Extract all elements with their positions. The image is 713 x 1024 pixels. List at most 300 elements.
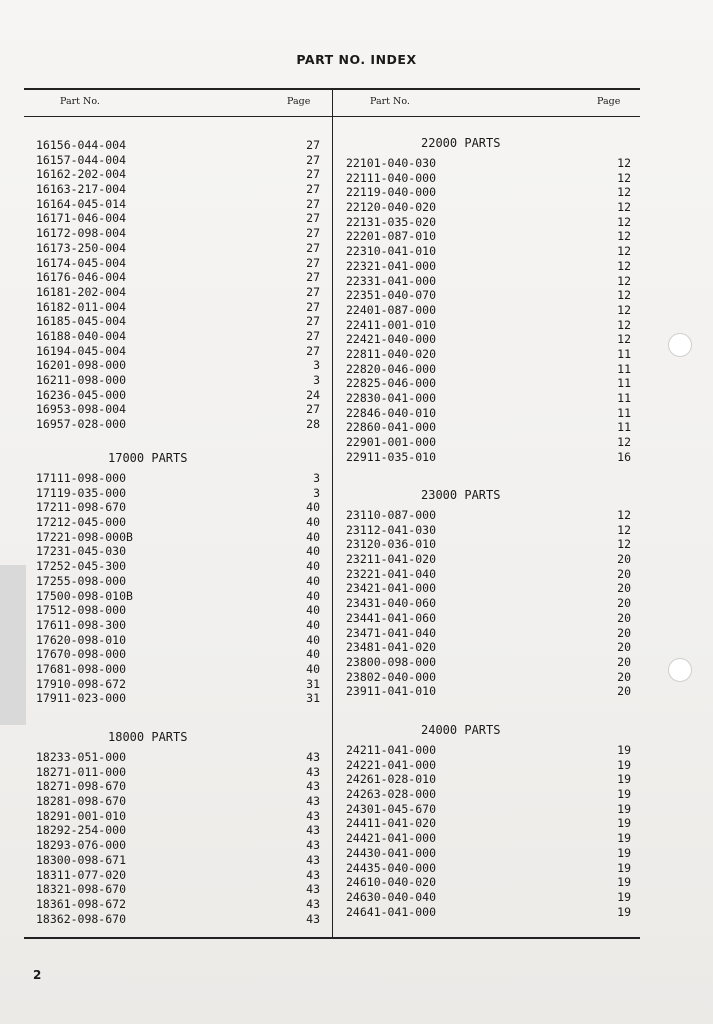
page-ref: 31 [306, 676, 320, 691]
list-item [346, 596, 631, 611]
list-item [36, 574, 320, 589]
list-item [346, 347, 631, 362]
page-ref: 20 [617, 581, 631, 596]
list-item [36, 153, 320, 168]
list-item [346, 288, 631, 303]
list-item [346, 303, 631, 318]
part-number: 22401-087-000 [346, 302, 437, 317]
page-ref: 12 [617, 302, 631, 317]
part-number: 17611-098-300 [36, 617, 127, 632]
page-ref: 40 [306, 632, 320, 647]
part-number: 22860-041-000 [346, 420, 437, 435]
list-item [346, 890, 631, 905]
part-number: 16188-040-004 [36, 328, 127, 343]
part-number: 22411-001-010 [346, 317, 437, 332]
page-ref: 27 [306, 196, 320, 211]
page-ref: 19 [617, 831, 631, 846]
list-item [36, 779, 320, 794]
list-item [346, 376, 631, 391]
page-ref: 12 [617, 244, 631, 259]
list-item [346, 537, 631, 552]
page-ref: 43 [306, 823, 320, 838]
page-ref: 20 [617, 669, 631, 684]
part-number: 22846-040-010 [346, 405, 437, 420]
part-number: 17221-098-000B [36, 529, 133, 544]
page-ref: 19 [617, 772, 631, 787]
page-ref: 3 [313, 358, 320, 373]
page-ref: 27 [306, 138, 320, 152]
page-title: PART NO. INDEX [296, 52, 417, 67]
page-ref: 43 [306, 882, 320, 897]
page-ref: 31 [306, 691, 320, 706]
list-24000 [346, 743, 631, 919]
page-ref: 40 [306, 661, 320, 676]
part-number: 23120-036-010 [346, 537, 437, 552]
part-number: 24221-041-000 [346, 757, 437, 772]
part-number: 22310-041-010 [346, 244, 437, 259]
part-number: 18362-098-670 [36, 911, 127, 926]
part-number: 16953-098-004 [36, 402, 127, 417]
footer-rule [24, 937, 640, 939]
part-number: 16185-045-004 [36, 314, 127, 329]
list-item [346, 831, 631, 846]
list-item [346, 332, 631, 347]
page-ref: 19 [617, 816, 631, 831]
list-item [36, 373, 320, 388]
part-number: 16211-098-000 [36, 373, 127, 387]
page-ref: 40 [306, 603, 320, 618]
part-number: 23441-041-060 [346, 610, 437, 625]
part-number: 24261-028-010 [346, 772, 437, 787]
list-18000 [36, 750, 320, 926]
list-item [346, 684, 631, 699]
part-number: 22820-046-000 [346, 361, 437, 376]
page-ref: 3 [313, 373, 320, 387]
page-ref: 16 [617, 449, 631, 464]
list-item [36, 823, 320, 838]
page-ref: 27 [306, 284, 320, 299]
part-number: 23471-041-040 [346, 625, 437, 640]
part-number: 16194-045-004 [36, 343, 127, 358]
page-ref: 12 [617, 214, 631, 229]
list-22000 [346, 156, 631, 464]
part-number: 16164-045-014 [36, 196, 127, 211]
part-number: 23802-040-000 [346, 669, 437, 684]
part-number: 17681-098-000 [36, 661, 127, 676]
list-17000 [36, 471, 320, 706]
page-ref: 19 [617, 845, 631, 860]
page-number: 2 [33, 968, 42, 982]
list-item [36, 633, 320, 648]
page-ref: 11 [617, 420, 631, 435]
list-item [36, 358, 320, 373]
part-number: 22911-035-010 [346, 449, 437, 464]
page-ref: 12 [617, 170, 631, 185]
page-ref: 27 [306, 402, 320, 417]
section-title-23000: 23000 PARTS [421, 488, 501, 502]
part-number: 16171-046-004 [36, 211, 127, 226]
list-item [36, 530, 320, 545]
page-ref: 20 [617, 654, 631, 669]
page-ref: 11 [617, 391, 631, 405]
list-item [346, 229, 631, 244]
page-ref: 20 [617, 640, 631, 655]
part-number: 17212-045-000 [36, 515, 127, 530]
list-item [346, 905, 631, 920]
page-ref: 12 [617, 229, 631, 244]
list-item [36, 544, 320, 559]
list-item [346, 391, 631, 406]
part-number: 16182-011-004 [36, 299, 127, 314]
list-item [36, 329, 320, 344]
list-item [346, 362, 631, 377]
part-number: 22825-046-000 [346, 376, 437, 391]
part-number: 22901-001-000 [346, 435, 437, 450]
list-item [36, 882, 320, 897]
page-ref: 27 [306, 182, 320, 197]
list-item [36, 182, 320, 197]
page-ref: 20 [617, 596, 631, 611]
list-item [346, 244, 631, 259]
list-item [346, 508, 631, 523]
page-ref: 11 [617, 346, 631, 361]
part-number: 17255-098-000 [36, 573, 127, 588]
header-right-page: Page [597, 96, 621, 107]
page-ref: 43 [306, 779, 320, 794]
list-item [36, 750, 320, 765]
list-item [346, 259, 631, 274]
list-item [346, 787, 631, 802]
part-number: 23211-041-020 [346, 552, 437, 567]
part-number: 24421-041-000 [346, 831, 437, 846]
part-number: 24263-028-000 [346, 787, 437, 802]
part-number: 23481-041-020 [346, 640, 437, 655]
page-ref: 40 [306, 573, 320, 588]
list-item [346, 318, 631, 333]
part-number: 22811-040-020 [346, 346, 437, 361]
binder-hole-top [668, 333, 692, 357]
part-number: 24430-041-000 [346, 845, 437, 860]
part-number: 23800-098-000 [346, 654, 437, 669]
part-number: 22201-087-010 [346, 229, 437, 244]
part-number: 17670-098-000 [36, 647, 127, 662]
part-number: 22421-040-000 [346, 332, 437, 347]
list-item [346, 772, 631, 787]
page-ref: 27 [306, 299, 320, 314]
part-number: 17231-045-030 [36, 544, 127, 559]
part-number: 16236-045-000 [36, 387, 127, 402]
list-item [346, 420, 631, 435]
part-number: 18321-098-670 [36, 882, 127, 897]
list-item [36, 515, 320, 530]
part-number: 16156-044-004 [36, 138, 127, 152]
column-divider [332, 88, 333, 938]
section-title-17000: 17000 PARTS [108, 451, 188, 465]
page-ref: 43 [306, 764, 320, 779]
list-item [346, 171, 631, 186]
page-ref: 20 [617, 610, 631, 625]
list-item [36, 647, 320, 662]
list-item [346, 567, 631, 582]
part-number: 23911-041-010 [346, 684, 437, 699]
page-ref: 43 [306, 838, 320, 853]
part-number: 22119-040-000 [346, 185, 437, 200]
list-item [36, 912, 320, 927]
list-item [346, 626, 631, 641]
list-item [346, 611, 631, 626]
part-number: 17512-098-000 [36, 603, 127, 618]
page-ref: 12 [617, 508, 631, 522]
list-item [36, 300, 320, 315]
list-item [346, 523, 631, 538]
page-ref: 3 [313, 485, 320, 500]
list-item [346, 816, 631, 831]
list-item [346, 274, 631, 289]
part-number: 16201-098-000 [36, 358, 127, 373]
part-number: 16163-217-004 [36, 182, 127, 197]
list-item [346, 552, 631, 567]
page-ref: 43 [306, 794, 320, 809]
page-ref: 40 [306, 544, 320, 559]
page-ref: 40 [306, 500, 320, 515]
page-ref: 27 [306, 314, 320, 329]
page-ref: 40 [306, 617, 320, 632]
part-number: 23421-041-000 [346, 581, 437, 596]
list-item [346, 185, 631, 200]
list-item [36, 809, 320, 824]
list-item [36, 402, 320, 417]
list-item [36, 868, 320, 883]
list-item [36, 677, 320, 692]
list-item [36, 838, 320, 853]
page-ref: 27 [306, 270, 320, 285]
list-item [346, 655, 631, 670]
part-number: 24630-040-040 [346, 889, 437, 904]
list-item [36, 241, 320, 256]
list-item [36, 388, 320, 403]
page-ref: 12 [617, 522, 631, 537]
page-ref: 19 [617, 743, 631, 757]
part-number: 24301-045-670 [346, 801, 437, 816]
page-ref: 27 [306, 328, 320, 343]
page-ref: 11 [617, 361, 631, 376]
list-item [346, 802, 631, 817]
page-ref: 12 [617, 317, 631, 332]
list-16000 [36, 138, 320, 432]
list-item [346, 581, 631, 596]
part-number: 18281-098-670 [36, 794, 127, 809]
page-ref: 40 [306, 529, 320, 544]
page-ref: 27 [306, 152, 320, 167]
part-number: 16957-028-000 [36, 417, 127, 432]
list-item [346, 861, 631, 876]
list-item [346, 450, 631, 465]
list-item [36, 765, 320, 780]
part-number: 17111-098-000 [36, 471, 127, 485]
page-ref: 27 [306, 226, 320, 241]
page-ref: 19 [617, 889, 631, 904]
list-item [36, 211, 320, 226]
list-item [36, 603, 320, 618]
page-ref: 12 [617, 435, 631, 450]
section-title-18000: 18000 PARTS [108, 730, 188, 744]
part-number: 22830-041-000 [346, 391, 437, 405]
page-ref: 19 [617, 860, 631, 875]
header-left-page: Page [287, 96, 311, 107]
page-ref: 19 [617, 875, 631, 890]
list-item [36, 471, 320, 486]
part-number: 18271-011-000 [36, 764, 127, 779]
part-number: 17119-035-000 [36, 485, 127, 500]
part-number: 18361-098-672 [36, 896, 127, 911]
list-item [346, 435, 631, 450]
list-item [36, 662, 320, 677]
list-item [36, 226, 320, 241]
header-left-partno: Part No. [60, 96, 100, 107]
part-number: 16173-250-004 [36, 240, 127, 255]
page-ref: 11 [617, 405, 631, 420]
part-number: 16157-044-004 [36, 152, 127, 167]
part-number: 18292-254-000 [36, 823, 127, 838]
page-ref: 19 [617, 757, 631, 772]
part-number: 18300-098-671 [36, 852, 127, 867]
list-item [36, 197, 320, 212]
part-number: 23431-040-060 [346, 596, 437, 611]
page-ref: 27 [306, 167, 320, 182]
part-number: 24610-040-020 [346, 875, 437, 890]
part-number: 22351-040-070 [346, 288, 437, 303]
part-number: 18311-077-020 [36, 867, 127, 882]
page-ref: 43 [306, 911, 320, 926]
index-tab-marker [0, 565, 26, 725]
list-item [36, 270, 320, 285]
list-item [36, 344, 320, 359]
part-number: 18233-051-000 [36, 750, 127, 764]
page-ref: 43 [306, 852, 320, 867]
section-title-22000: 22000 PARTS [421, 136, 501, 150]
page-ref: 3 [313, 471, 320, 485]
list-item [36, 794, 320, 809]
page-ref: 19 [617, 801, 631, 816]
part-number: 16181-202-004 [36, 284, 127, 299]
part-number: 17911-023-000 [36, 691, 127, 706]
header-right-partno: Part No. [370, 96, 410, 107]
page-ref: 43 [306, 750, 320, 764]
part-number: 23110-087-000 [346, 508, 437, 522]
list-item [346, 875, 631, 890]
part-number: 24211-041-000 [346, 743, 437, 757]
page-ref: 12 [617, 185, 631, 200]
page-ref: 20 [617, 625, 631, 640]
part-number: 22111-040-000 [346, 170, 437, 185]
part-number: 22120-040-020 [346, 200, 437, 215]
list-item [346, 156, 631, 171]
list-item [346, 758, 631, 773]
page-ref: 12 [617, 288, 631, 303]
list-item [346, 406, 631, 421]
page-ref: 12 [617, 332, 631, 347]
page-ref: 12 [617, 537, 631, 552]
page-ref: 27 [306, 240, 320, 255]
list-item [36, 897, 320, 912]
page-ref: 40 [306, 559, 320, 574]
list-item [36, 417, 320, 432]
part-number: 18291-001-010 [36, 808, 127, 823]
page-ref: 20 [617, 566, 631, 581]
list-item [346, 215, 631, 230]
section-title-24000: 24000 PARTS [421, 723, 501, 737]
list-item [346, 200, 631, 215]
part-number: 17910-098-672 [36, 676, 127, 691]
part-number: 22321-041-000 [346, 258, 437, 273]
page-ref: 12 [617, 273, 631, 288]
list-item [36, 589, 320, 604]
part-number: 17620-098-010 [36, 632, 127, 647]
list-item [36, 853, 320, 868]
list-item [36, 559, 320, 574]
page-ref: 24 [306, 387, 320, 402]
part-number: 24435-040-000 [346, 860, 437, 875]
part-number: 22331-041-000 [346, 273, 437, 288]
page-ref: 43 [306, 867, 320, 882]
part-number: 23112-041-030 [346, 522, 437, 537]
page-ref: 40 [306, 515, 320, 530]
page-ref: 40 [306, 647, 320, 662]
page-ref: 19 [617, 904, 631, 919]
part-number: 17500-098-010B [36, 588, 133, 603]
part-number: 18293-076-000 [36, 838, 127, 853]
list-item [36, 618, 320, 633]
list-item [36, 285, 320, 300]
part-number: 17252-045-300 [36, 559, 127, 574]
part-number: 22101-040-030 [346, 156, 437, 170]
page-ref: 43 [306, 896, 320, 911]
page-ref: 12 [617, 200, 631, 215]
part-number: 24641-041-000 [346, 904, 437, 919]
part-number: 23221-041-040 [346, 566, 437, 581]
binder-hole-bottom [668, 658, 692, 682]
page-ref: 27 [306, 211, 320, 226]
list-item [36, 500, 320, 515]
list-item [36, 691, 320, 706]
list-item [346, 846, 631, 861]
list-item [36, 256, 320, 271]
list-item [346, 640, 631, 655]
page-ref: 28 [306, 417, 320, 432]
list-23000 [346, 508, 631, 699]
list-item [346, 743, 631, 758]
list-item [36, 138, 320, 153]
part-number: 16162-202-004 [36, 167, 127, 182]
page-ref: 20 [617, 684, 631, 699]
list-item [36, 314, 320, 329]
part-number: 24411-041-020 [346, 816, 437, 831]
page-ref: 12 [617, 258, 631, 273]
list-item [346, 670, 631, 685]
part-number: 16176-046-004 [36, 270, 127, 285]
page-ref: 43 [306, 808, 320, 823]
page-ref: 11 [617, 376, 631, 391]
page-ref: 40 [306, 588, 320, 603]
list-item [36, 167, 320, 182]
part-number: 18271-098-670 [36, 779, 127, 794]
page-ref: 27 [306, 343, 320, 358]
part-number: 16174-045-004 [36, 255, 127, 270]
part-number: 16172-098-004 [36, 226, 127, 241]
list-item [36, 486, 320, 501]
part-number: 22131-035-020 [346, 214, 437, 229]
page-ref: 19 [617, 787, 631, 802]
